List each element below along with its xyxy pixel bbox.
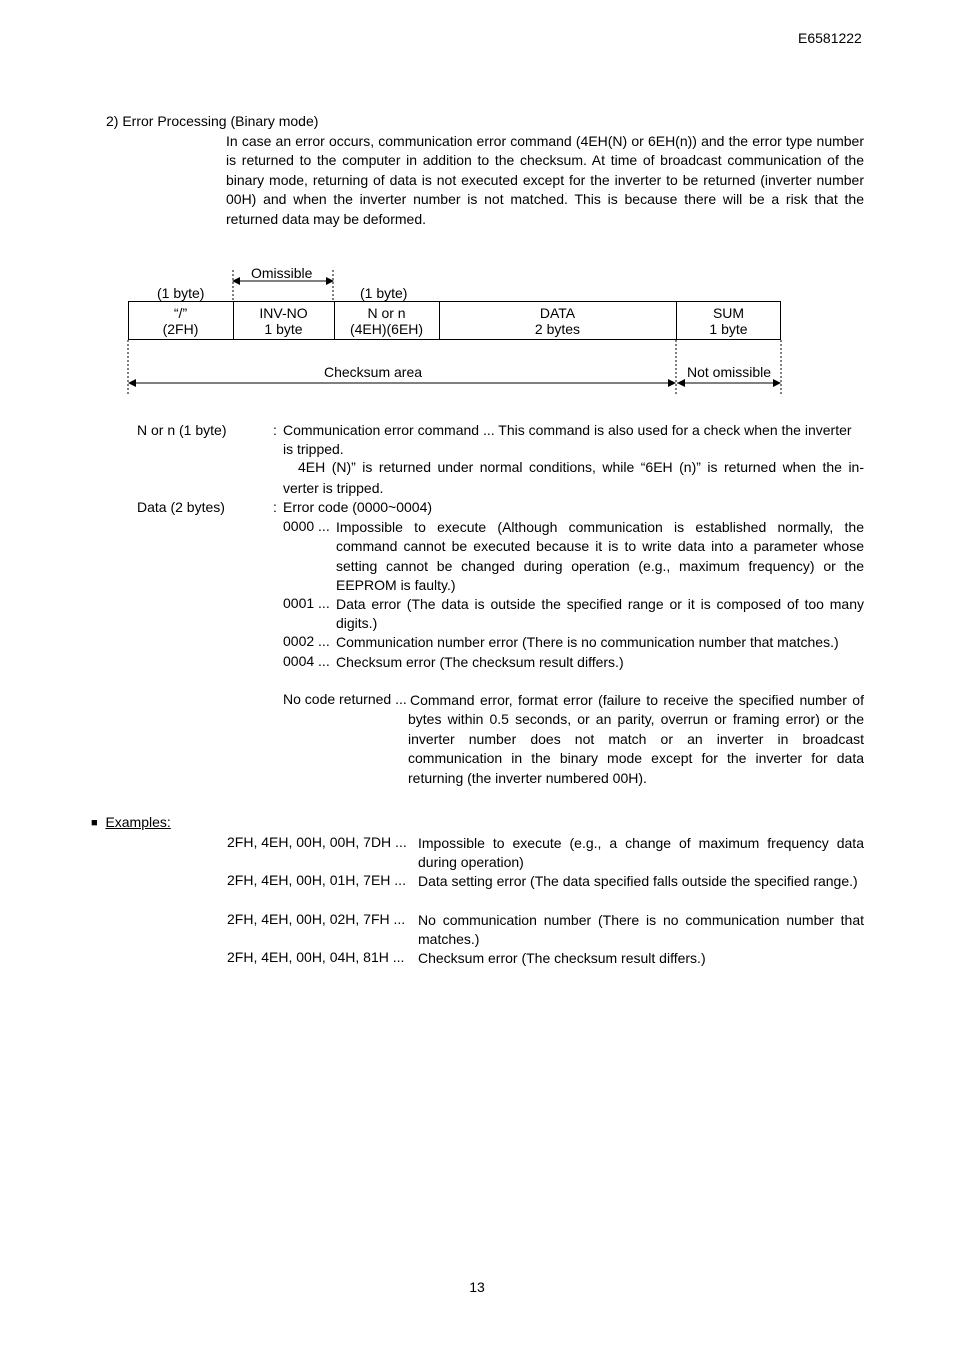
- frame-cell-sum: [676, 305, 781, 337]
- page-number: 13: [469, 1279, 485, 1295]
- n-or-n-desc: verter is tripped.: [283, 480, 384, 496]
- cell-line: (4EH)(6EH): [349, 321, 424, 337]
- error-code-desc: Data error (The data is outside the specified range or it is composed of too many digits.): [336, 596, 864, 632]
- example-code: 2FH, 4EH, 00H, 02H, 7FH ...: [227, 911, 406, 927]
- frame-cell-command: [334, 305, 439, 337]
- cell-line: N or n: [367, 305, 406, 321]
- example-desc: Impossible to execute (e.g., a change of maximum frequency data during operation): [418, 835, 864, 871]
- omissible-label: Omissible: [251, 265, 313, 281]
- checksum-area-label: Checksum area: [321, 364, 425, 380]
- not-omissible-label: Not omissible: [687, 364, 772, 380]
- omissible-arrow: [226, 270, 340, 300]
- frame-cell-data: [439, 305, 676, 337]
- frame-cell-inv-no: [233, 305, 334, 337]
- cell-line: INV-NO: [259, 305, 308, 321]
- error-code: 0002 ...: [283, 633, 330, 649]
- document-number: E6581222: [798, 30, 862, 46]
- error-code-desc: Communication number error (There is no communication number that matches.): [336, 634, 839, 650]
- no-code-desc: Command error, format error (failure to receive the specified number of bytes within 0.5 seconds, or an parity, overrun or framing error) or the inverter number does not match or an inverter in broadcast communication in the binary mode except for the inverter for data returning (the inverter numbered 00H).: [408, 692, 864, 786]
- examples-heading: [91, 814, 171, 830]
- example-code: 2FH, 4EH, 00H, 04H, 81H ...: [227, 949, 405, 965]
- example-desc: No communication number (There is no communication number that matches.): [418, 912, 864, 948]
- error-code: 0001 ...: [283, 595, 330, 611]
- cell-line: “/”: [173, 305, 188, 321]
- example-desc: Data setting error (The data specified falls outside the specified range.): [418, 873, 858, 889]
- examples-title: Examples:: [105, 814, 171, 830]
- byte-label-command: (1 byte): [360, 285, 408, 301]
- example-code: 2FH, 4EH, 00H, 00H, 7DH ...: [227, 834, 407, 850]
- frame-cell-start: [128, 305, 233, 337]
- cell-line: SUM: [712, 305, 745, 321]
- error-code: 0004 ...: [283, 653, 330, 669]
- n-or-n-desc: Communication error command ... This command is also used for a check when the inverter: [283, 422, 852, 438]
- intro-paragraph: In case an error occurs, communication error command (4EH(N) or 6EH(n)) and the error type number is returned to the computer in addition to the checksum. At time of broadcast communication of the binary mode, returning of data is not executed except for the inverter to be returned (inverter number 00H) and when the inverter number is not matched. This is because there will be a risk that the returned data may be deformed.: [226, 133, 864, 227]
- error-code: 0000 ...: [283, 518, 330, 534]
- error-code-desc: Impossible to execute (Although communication is established normally, the command cannot be executed because it is to write data into a parameter whose setting cannot be changed during operation (e.g., maximum frequency) or the EEPROM is faulty.): [336, 519, 864, 594]
- bullet-icon: ■: [91, 817, 98, 829]
- data-desc: Error code (0000~0004): [283, 499, 433, 515]
- colon: :: [273, 499, 277, 515]
- byte-label-start: (1 byte): [157, 285, 205, 301]
- cell-line: 2 bytes: [534, 321, 581, 337]
- n-or-n-desc: is tripped.: [283, 441, 344, 457]
- no-code-label: No code returned ...: [283, 691, 407, 707]
- cell-line: (2FH): [162, 321, 199, 337]
- example-code: 2FH, 4EH, 00H, 01H, 7EH ...: [227, 872, 406, 888]
- section-title: 2) Error Processing (Binary mode): [106, 113, 319, 129]
- data-label: Data (2 bytes): [137, 499, 225, 515]
- cell-line: 1 byte: [264, 321, 303, 337]
- error-code-desc: Checksum error (The checksum result differs.): [336, 654, 624, 670]
- cell-line: DATA: [539, 305, 576, 321]
- colon: :: [273, 422, 277, 438]
- n-or-n-label: N or n (1 byte): [137, 422, 227, 438]
- example-desc: Checksum error (The checksum result differs.): [418, 950, 706, 966]
- n-or-n-desc: 4EH (N)” is returned under normal conditions, while “6EH (n)” is returned when the in-: [298, 459, 864, 475]
- cell-line: 1 byte: [709, 321, 748, 337]
